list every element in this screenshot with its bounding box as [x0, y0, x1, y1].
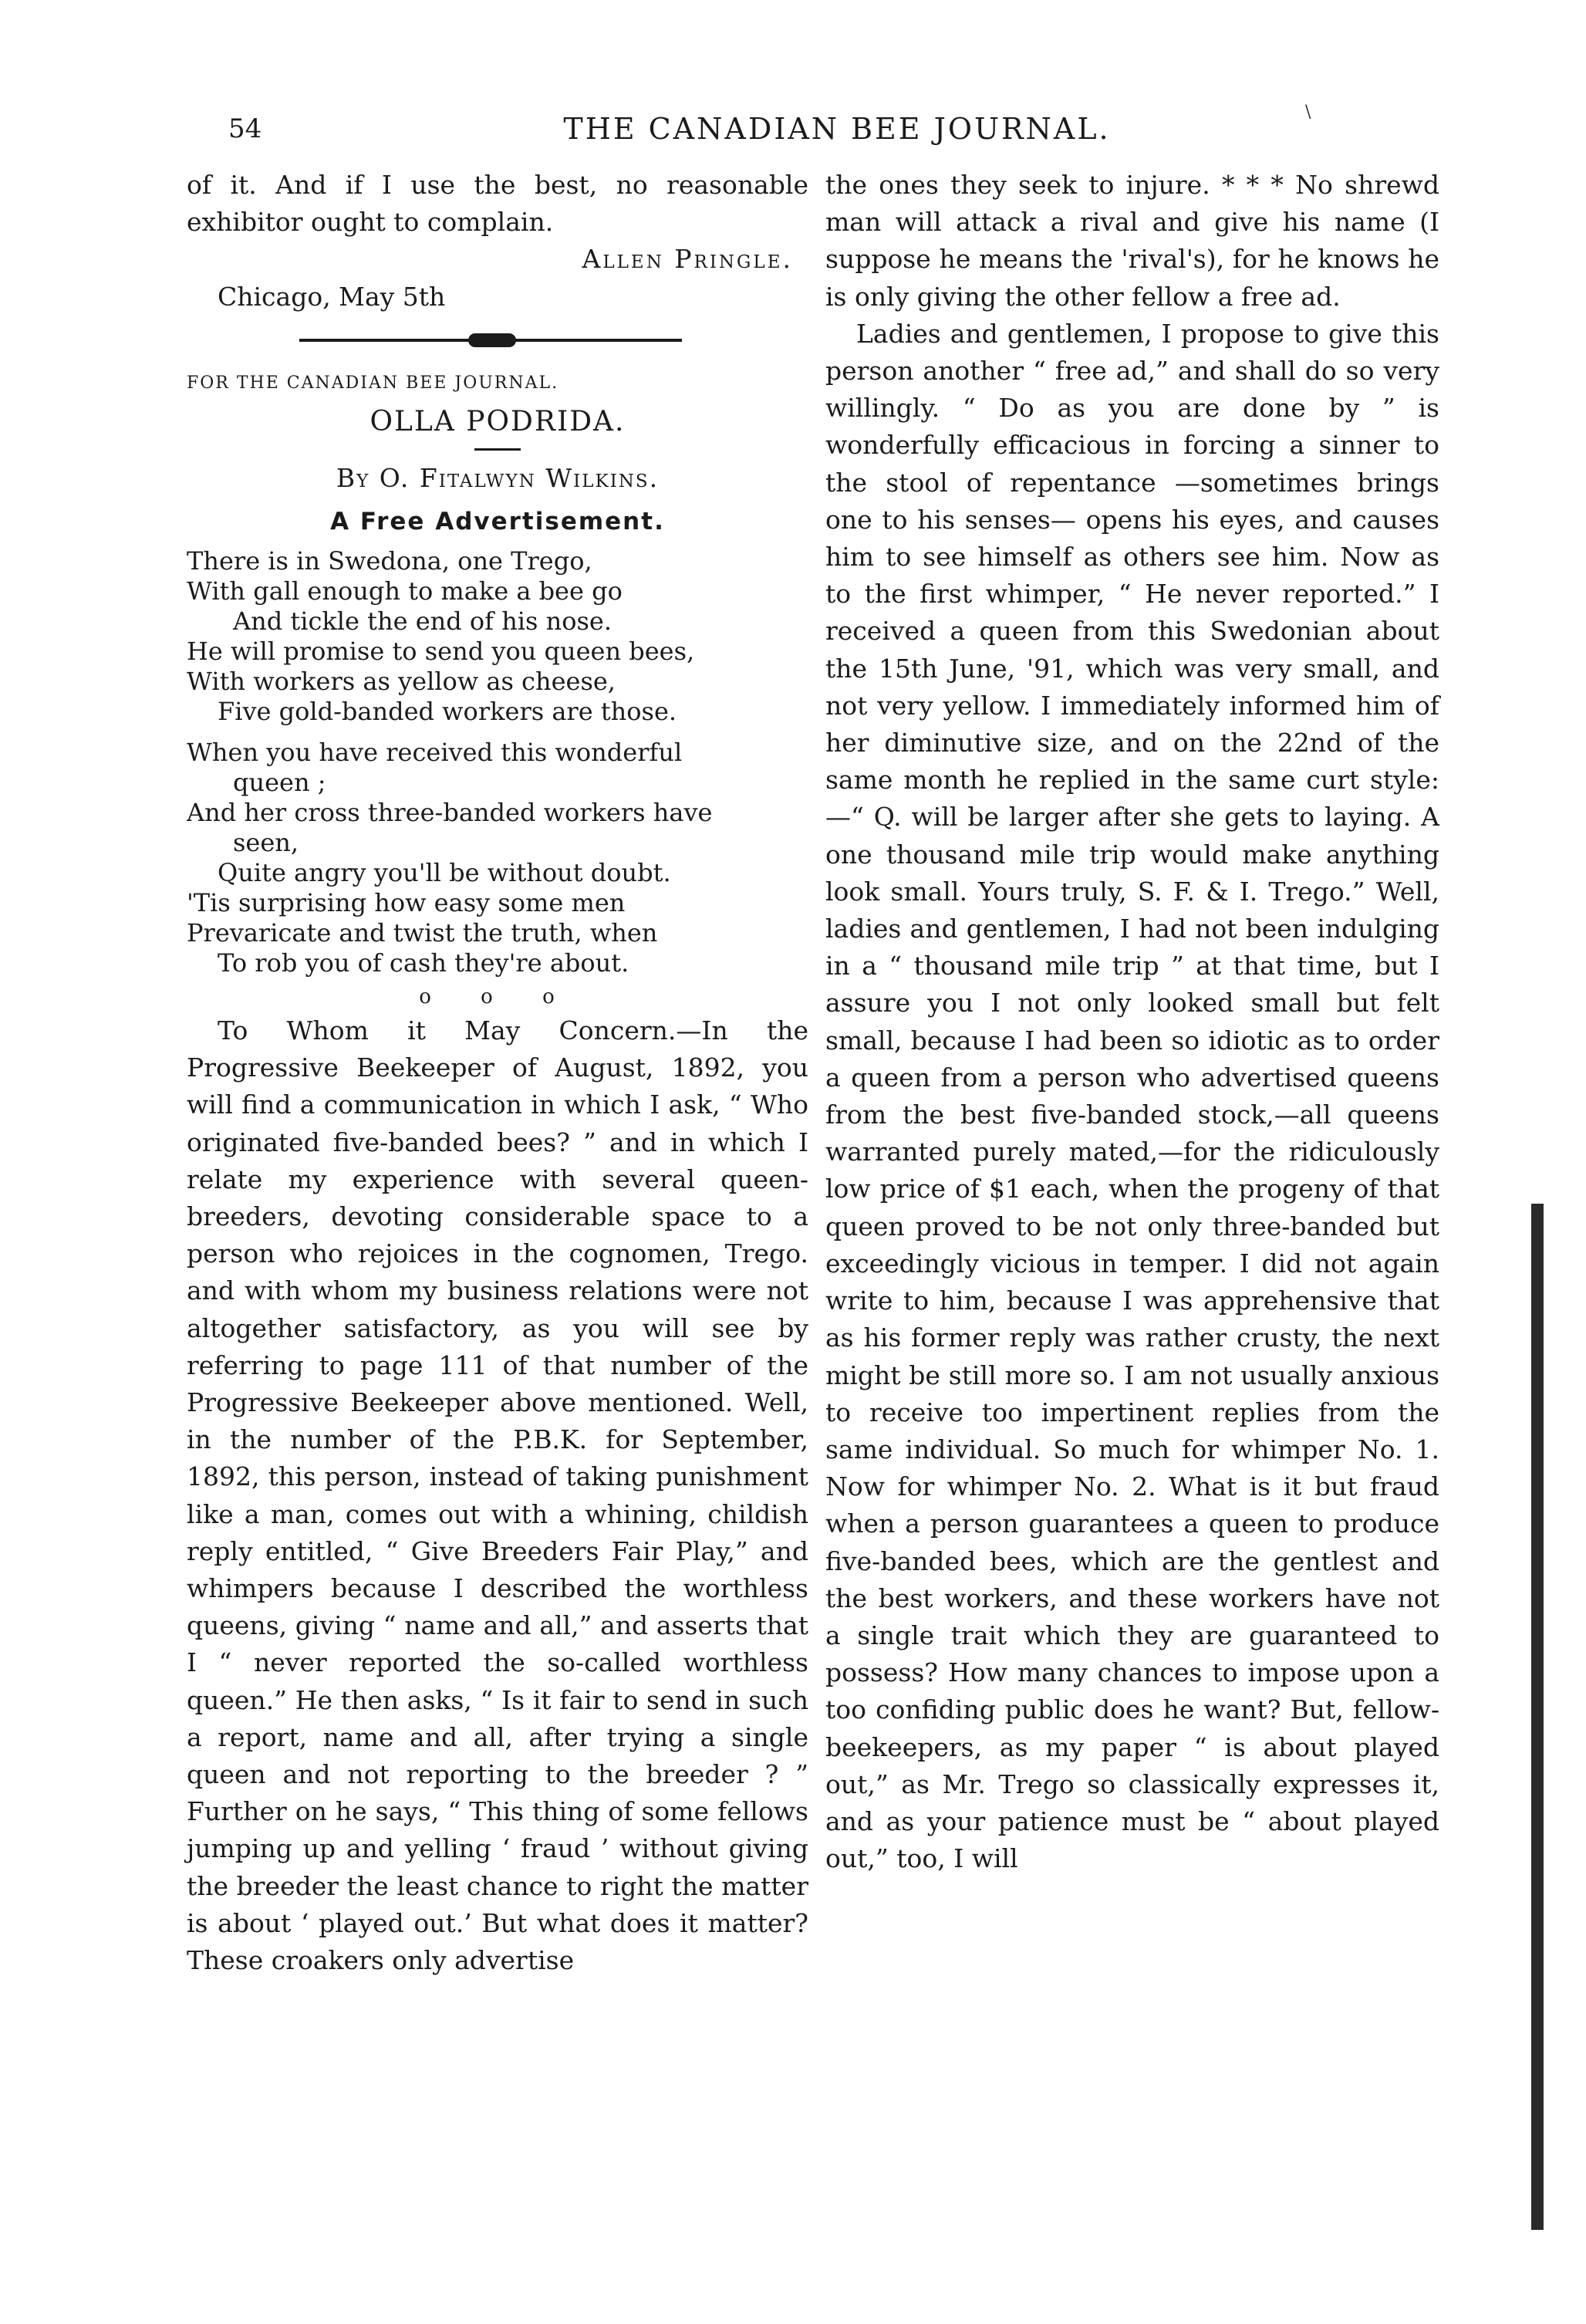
poem-line: When you have received this wonderful — [187, 738, 683, 768]
journal-title: THE CANADIAN BEE JOURNAL. — [563, 112, 1111, 146]
poem-line: With gall enough to make a bee go — [187, 576, 623, 606]
previous-article-signature: Allen Pringle. — [582, 244, 793, 275]
right-column — [825, 167, 1439, 1877]
page-number: 54 — [228, 113, 262, 144]
poem-line: Quite angry you'll be without doubt. — [218, 858, 671, 888]
for-journal-credit: FOR THE CANADIAN BEE JOURNAL. — [187, 373, 559, 393]
article-subhead: A Free Advertisement. — [330, 508, 665, 536]
article-paragraph: To Whom it May Concern.—In the Progressive Beekeeper of August, 1892, you will find a communication in which I ask, “ Who originated five-banded bees? ” and in which I relate my experience with several queen-breeders, devoting considerable space to a person who rejoices in the cognomen, Trego. and with whom my business relations were not altogether satisfactory, as you will see by referring to page 111 of that number of the Progressive Beekeeper above mentioned. Well, in the number of the P.B.K. for September, 1892, this person, instead of taking punishment like a man, comes out with a whining, childish reply entitled, “ Give Breeders Fair Play,” and whimpers because I described the worthless queens, giving “ name and all,” and asserts that I “ never reported the so-called worthless queen.” He then asks, “ Is it fair to send in such a report, name and all, after trying a single queen and not reporting to the breeder ? ” Further on he says, “ This thing of some fellows jumping up and yelling ‘ fraud ’ without giving the breeder the least chance to right the matter is about ‘ played out.’ But what does it matter? These croakers only advertise — [187, 1015, 808, 1976]
left-column — [187, 167, 808, 1979]
scan-margin-bar — [1531, 1204, 1544, 2230]
poem-line: And tickle the end of his nose. — [233, 606, 612, 637]
stanza-gap — [187, 727, 808, 738]
section-divider — [187, 316, 808, 365]
poem-line: With workers as yellow as cheese, — [187, 667, 616, 697]
printer-mark: \ — [1305, 103, 1311, 122]
title-rule — [474, 448, 521, 451]
poem — [187, 546, 808, 978]
poem-line: Prevaricate and twist the truth, when — [187, 918, 658, 948]
previous-article-dateline: Chicago, May 5th — [218, 281, 446, 312]
poem-line: To rob you of cash they're about. — [218, 948, 629, 978]
poem-line: There is in Swedona, one Trego, — [187, 546, 592, 576]
article-paragraph: Ladies and gentlemen, I propose to give this person another “ free ad,” and shall do so very willingly. “ Do as you are done by ” is wonderfully efficacious in forcing a sinner to the stool of repentance —sometimes brings one to his senses— opens his eyes, and causes him to see himself as others see him. Now as to the first whimper, “ He never reported.” I received a queen from this Swedonian about the 15th June, '91, which was very small, and not very yellow. I immediately informed him of her diminutive size, and on the 22nd of the same month he replied in the same curt style:—“ Q. will be larger after she gets to laying. A one thousand mile trip would make anything look small. Yours truly, S. F. & I. Trego.” Well, ladies and gentlemen, I had not been indulging in a “ thousand mile trip ” at that time, but I assure you I not only looked small but felt small, because I had been so idiotic as to order a queen from a person who advertised queens from the best five-banded stock,—all queens warranted purely mated,—for the ridiculously low price of $1 each, when the progeny of that queen proved to be not only three-banded but exceedingly vicious in temper. I did not again write to him, because I was apprehensive that as his former reply was rather crusty, the next might be still more so. I am not usually anxious to receive too impertinent replies from the same individual. So much for whimper No. 1. Now for whimper No. 2. What is it but fraud when a person guarantees a queen to produce five-banded bees, which are the gentlest and the best workers, and these workers have not a single trait which they are guaranteed to possess? How many chances to impose upon a too confiding public does he want? But, fellow-beekeepers, as my paper “ is about played out,” as Mr. Trego so classically expresses it, and as your patience must be “ about played out,” too, I will — [825, 318, 1439, 1874]
article-title: OLLA PODRIDA. — [370, 406, 626, 438]
poem-line: 'Tis surprising how easy some men — [187, 888, 626, 918]
poem-line: He will promise to send you queen bees, — [187, 637, 695, 667]
section-separator: o o o — [419, 985, 576, 1009]
poem-line: Five gold-banded workers are those. — [218, 697, 677, 727]
divider-ornament — [468, 333, 516, 347]
article-byline: By O. Fitalwyn Wilkins. — [336, 463, 660, 494]
poem-line: seen, — [233, 828, 299, 858]
poem-line: And her cross three-banded workers have — [187, 798, 713, 828]
article-paragraph-continued: the ones they seek to injure. * * * No shrewd man will attack a rival and give his name (I suppose he means the 'rival's), for he knows he is only giving the other fellow a free ad. — [825, 170, 1439, 312]
previous-article-ending: of it. And if I use the best, no reasonable exhibitor ought to complain. — [187, 170, 808, 238]
page-header — [0, 113, 1586, 159]
poem-line: queen ; — [233, 768, 326, 798]
